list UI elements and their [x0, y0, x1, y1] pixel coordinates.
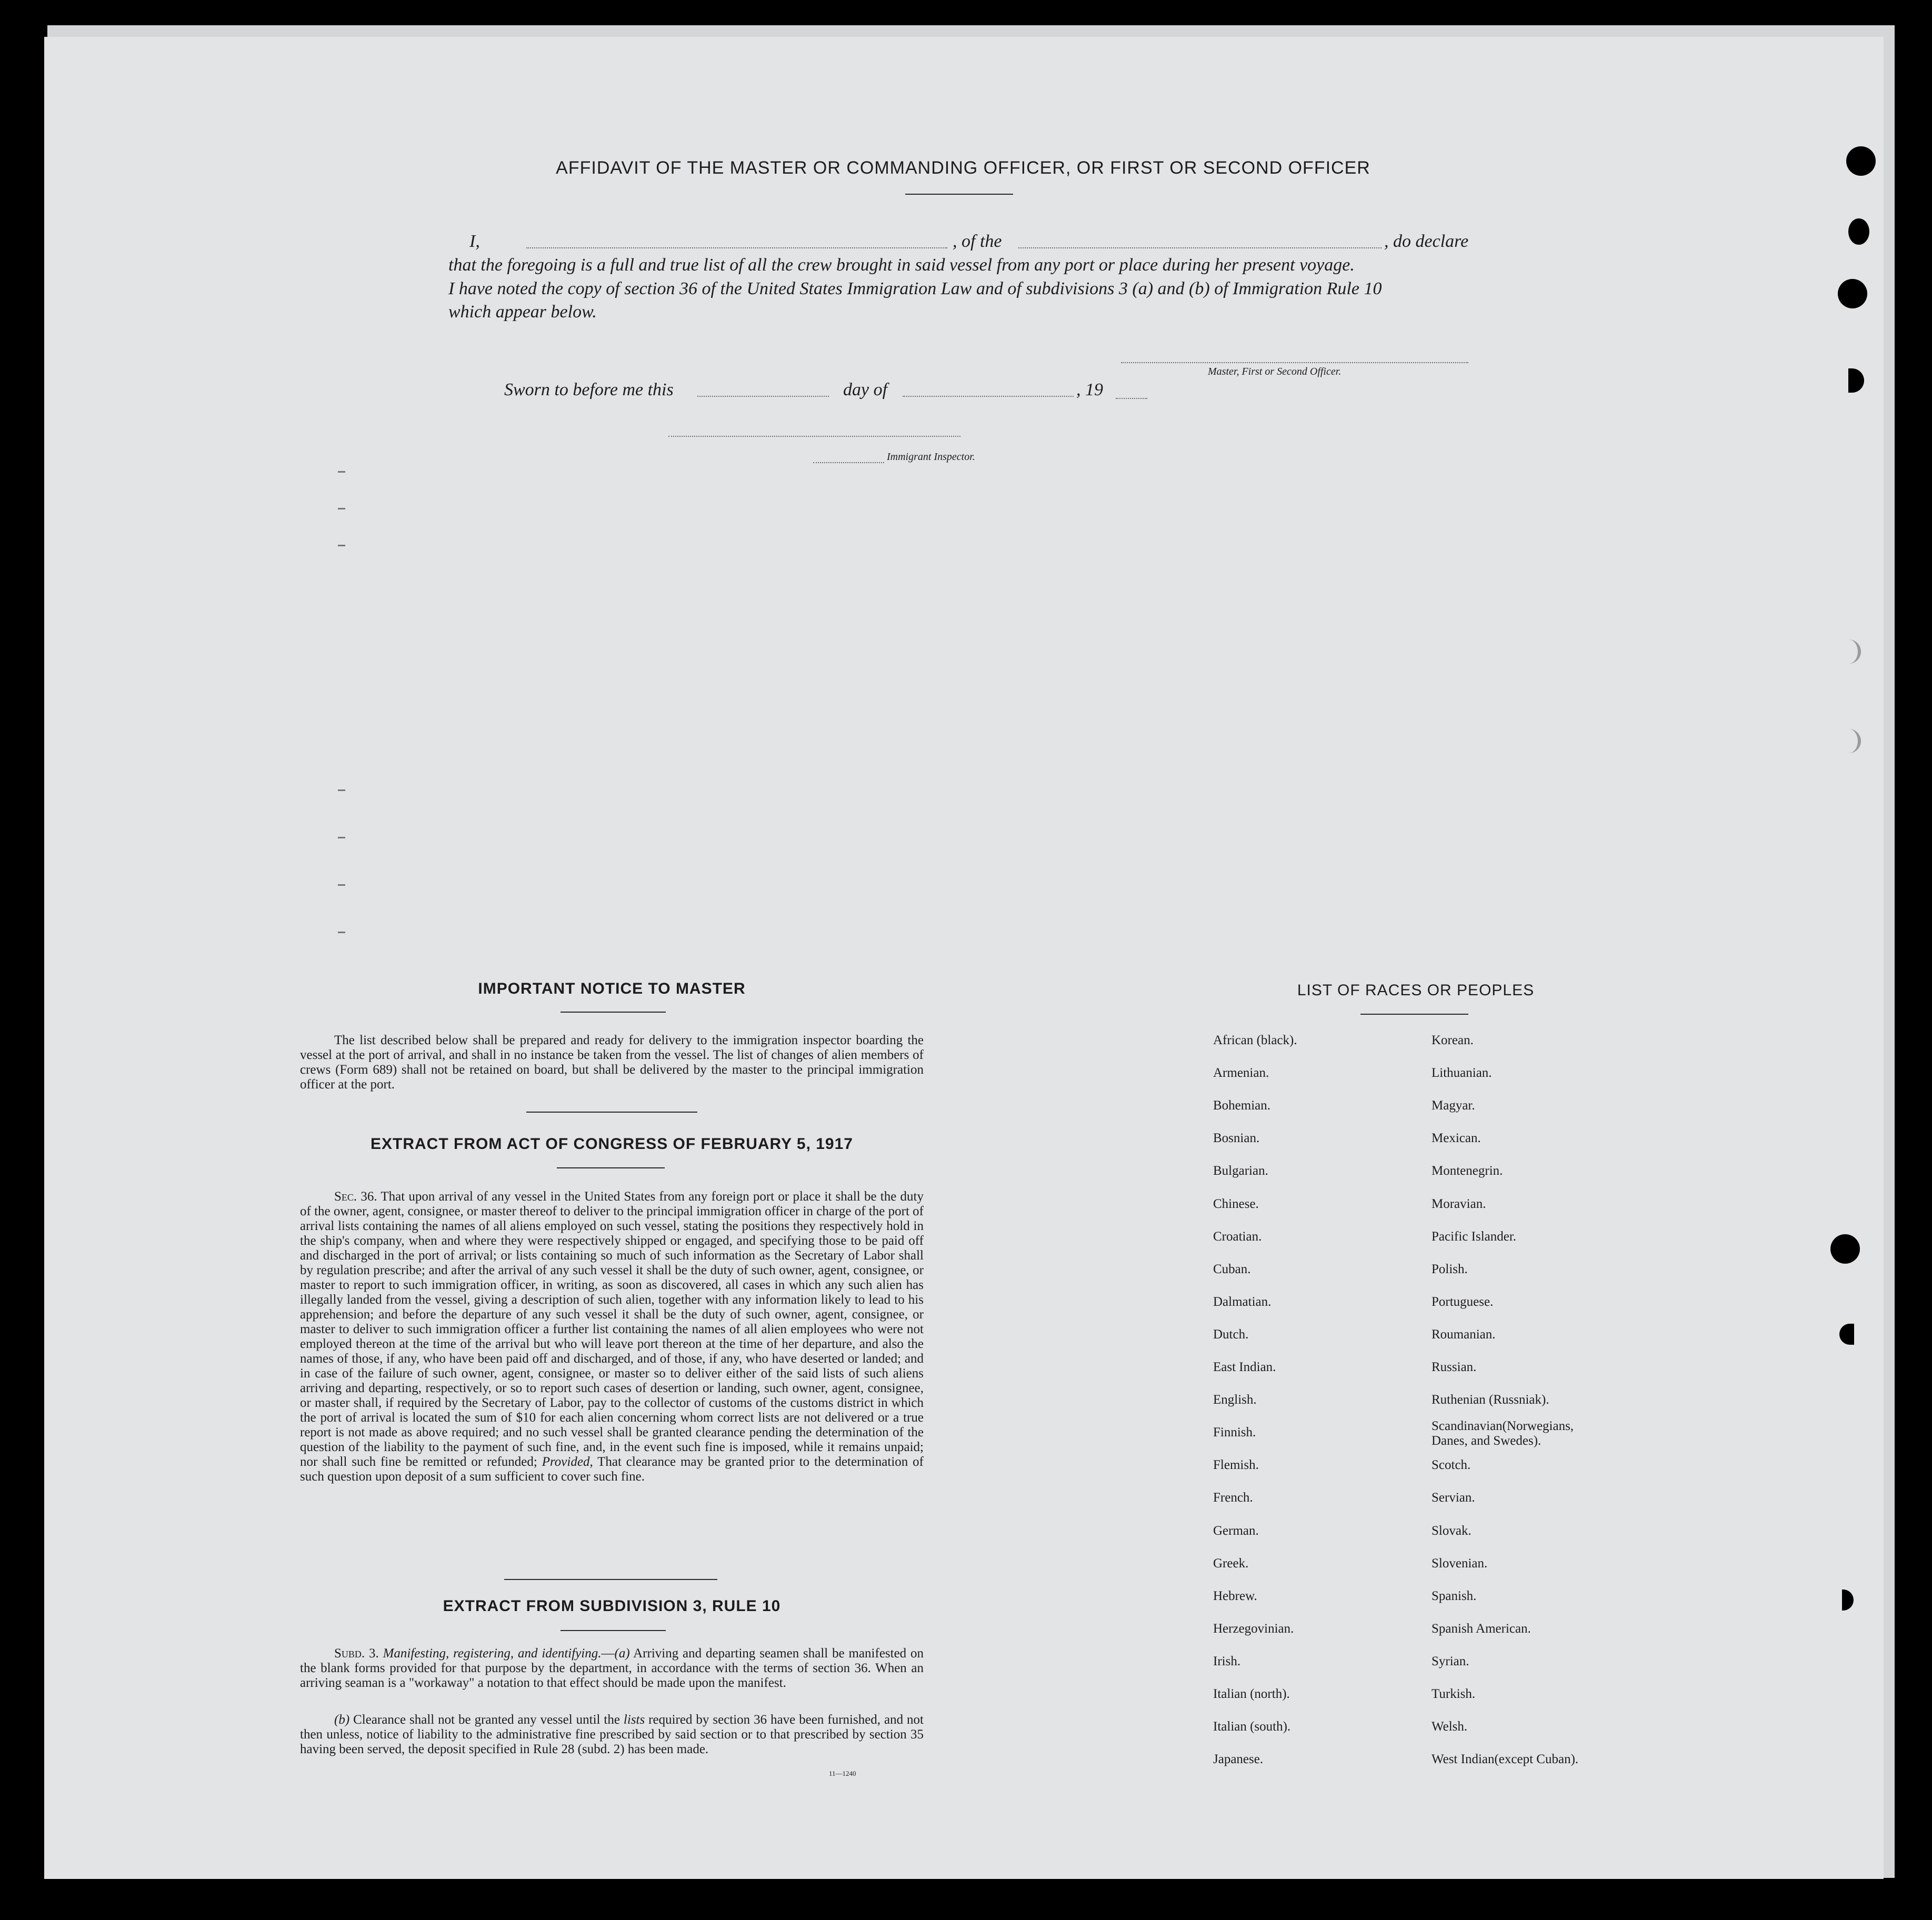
race-item: Bulgarian. [1213, 1164, 1268, 1178]
race-item: East Indian. [1213, 1360, 1276, 1374]
race-item: Servian. [1432, 1491, 1475, 1505]
margin-mark [338, 789, 345, 791]
affidavit-line4: which appear below. [448, 302, 597, 322]
officer-signature-caption: Master, First or Second Officer. [1208, 366, 1342, 377]
race-item: Mexican. [1432, 1131, 1481, 1146]
race-item: Magyar. [1432, 1098, 1475, 1113]
race-item: Croatian. [1213, 1229, 1262, 1244]
rule-extract-title: EXTRACT FROM SUBDIVISION 3, RULE 10 [443, 1597, 781, 1615]
notice-paragraph: The list described below shall be prepared and ready for delivery to the immigration inspector boarding the vessel at the port of arrival, and shall in no instance be taken from the vessel. The list of changes of alien members of crews (Form 689) shall not be retained on board, but shall be delivered by the master to the principal immigration officer at the port. [300, 1033, 924, 1092]
year-prefix: , 19 [1076, 380, 1103, 399]
margin-mark [338, 932, 345, 933]
race-item: Polish. [1432, 1262, 1468, 1276]
act-end-text: That clearance may be granted prior to the determination of such question upon deposit of a sum sufficient to cover such fine. [300, 1455, 924, 1484]
para-a-text: Arriving and departing seamen shall be manifested on the blank forms provided for that purpose by the department, in accordance with the terms of section 36. When an arriving seaman is a "workaway" a notation to that effect should be made upon the manifest. [300, 1646, 924, 1690]
race-item: French. [1213, 1491, 1253, 1505]
vessel-blank[interactable] [1018, 247, 1382, 248]
race-item: Herzegovinian. [1213, 1621, 1294, 1636]
race-item: Slovak. [1432, 1523, 1471, 1538]
race-item: Armenian. [1213, 1066, 1269, 1081]
affidavit-title: AFFIDAVIT OF THE MASTER OR COMMANDING OFFICER, OR FIRST OR SECOND OFFICER [556, 158, 1370, 178]
race-item: Lithuanian. [1432, 1066, 1492, 1081]
race-item: Bosnian. [1213, 1131, 1260, 1146]
race-item: Hebrew. [1213, 1588, 1257, 1603]
affidavit-line2: that the foregoing is a full and true list of all the crew brought in said vessel from any port or place during her present voyage. [448, 255, 1355, 275]
race-item: Slovenian. [1432, 1556, 1488, 1571]
race-item: Dutch. [1213, 1327, 1249, 1342]
officer-signature-line[interactable] [1121, 362, 1468, 363]
race-item: Moravian. [1432, 1196, 1486, 1211]
race-item: African (black). [1213, 1033, 1297, 1047]
race-item: Spanish American. [1432, 1621, 1531, 1636]
day-of-text: day of [843, 380, 888, 399]
rule-extract-para-a: Subd. 3. Manifesting, registering, and identifying.—(a) Arriving and departing seamen shall be manifested on the blank forms provided for that purpose by the department, in accordance with the terms of section 36. When an arriving seaman is a "workaway" a notation to that effect should be made upon the manifest. [300, 1646, 924, 1690]
para-b-lists: lists [623, 1713, 645, 1727]
inspector-caption: Immigrant Inspector. [887, 451, 975, 463]
affidavit-line3: I have noted the copy of section 36 of the United States Immigration Law and of subdivisions 3 (a) and (b) of Immigration Rule 10 [448, 279, 1382, 298]
race-item: Turkish. [1432, 1687, 1476, 1701]
notice-underline [560, 1012, 666, 1013]
race-item: Ruthenian (Russniak). [1432, 1393, 1549, 1407]
margin-mark [338, 545, 345, 546]
race-item: Flemish. [1213, 1458, 1259, 1473]
form-code: 11—1240 [829, 1769, 856, 1777]
inspector-caption-leader [813, 462, 884, 463]
race-item: Finnish. [1213, 1425, 1256, 1440]
margin-mark [338, 837, 345, 838]
para-a-label: (a) [614, 1646, 630, 1661]
sworn-text: Sworn to before me this [504, 380, 674, 399]
race-item: Italian (south). [1213, 1719, 1291, 1734]
rule-extract-underline [560, 1630, 666, 1631]
inspector-signature-line[interactable] [668, 436, 960, 437]
race-item: Russian. [1432, 1360, 1477, 1374]
race-item: Chinese. [1213, 1196, 1259, 1211]
margin-mark [338, 508, 345, 509]
race-item: Japanese. [1213, 1752, 1264, 1767]
rule-extract-para-b [300, 1713, 924, 1757]
race-item: West Indian(except Cuban). [1432, 1752, 1579, 1767]
affidavit-of-the: , of the [953, 232, 1002, 251]
race-item: Greek. [1213, 1556, 1249, 1571]
notice-title: IMPORTANT NOTICE TO MASTER [478, 980, 746, 997]
race-item: Welsh. [1432, 1719, 1468, 1734]
subd-heading: Manifesting, registering, and identifying. [383, 1646, 602, 1661]
race-item: Italian (north). [1213, 1687, 1290, 1701]
race-item: Montenegrin. [1432, 1164, 1503, 1178]
race-right-continuation: Danes, and Swedes). [1432, 1434, 1541, 1448]
sworn-month-blank[interactable] [903, 396, 1074, 397]
sec-label: Sec. 36. [334, 1189, 377, 1204]
title-underline [905, 194, 1013, 195]
binder-hole [1848, 218, 1869, 245]
races-title: LIST OF RACES OR PEOPLES [1297, 982, 1535, 999]
para-b-text-1: Clearance shall not be granted any vessel until the [353, 1713, 620, 1727]
races-underline [1360, 1014, 1468, 1015]
subd-label: Subd. 3. [334, 1646, 379, 1661]
para-b-label: (b) [334, 1713, 350, 1727]
act-main-text: That upon arrival of any vessel in the United States from any foreign port or place it shall be the duty of the owner, agent, consignee, or master thereof to deliver to the principal immigration officer in charge of the port of arrival lists containing the names of all aliens employed on such vessel, stating the positions they respectively hold in the ship's company, when and where they were respectively shipped or engaged, and specifying those to be paid off and discharged in the port of arrival; or lists containing so much of such information as the Secretary of Labor shall by regulation prescribe; and after the arrival of any such vessel it shall be the duty of such owner, agent, consignee, or master to report to such immigration officer, in writing, as soon as discovered, all cases in which any such alien has illegally landed from the vessel, giving a description of such alien, together with any information likely to lead to his apprehension; and before the departure of any such vessel it shall be the duty of such owner, agent, consignee, or master to deliver to such immigration officer a further list containing the names of all alien employees who were not employed thereon at the time of the arrival but who will leave port thereon at the time of her departure, and also the names of those, if any, who have been paid off and discharged, and of those, if any, who have deserted or landed; and in case of the failure of such owner, agent, consignee, or master so to deliver either of the said lists of such aliens arriving and departing, respectively, or so to report such cases of desertion or landing, such owner, agent, consignee, or master shall, if required by the Secretary of Labor, pay to the collector of customs of the customs district in which the port of arrival is located the sum of $10 for each alien concerning whom correct lists are not delivered or a true report is not made as above required; and no such vessel shall be granted clearance pending the determination of the question of the liability to the payment of such fine, and, in the event such fine is imposed, while it remains unpaid; nor shall such fine be remitted or refunded; [300, 1189, 924, 1469]
affidavit-do-declare: , do declare [1384, 232, 1469, 251]
race-item: Bohemian. [1213, 1098, 1271, 1113]
race-item: Irish. [1213, 1654, 1241, 1668]
race-item: English. [1213, 1393, 1257, 1407]
binder-hole [1846, 146, 1876, 176]
race-item: Cuban. [1213, 1262, 1251, 1276]
binder-hole [1838, 279, 1867, 308]
para-b-text-2: required by section 36 have been furnished, and not then unless, notice of liability to the administrative fine prescribed by said section or to that prescribed by section 35 having been served, the deposit specified in Rule 28 (subd. 2) has been made. [300, 1713, 924, 1756]
margin-mark [338, 471, 345, 473]
race-item: Portuguese. [1432, 1294, 1494, 1309]
name-blank[interactable] [526, 247, 947, 248]
sworn-day-blank[interactable] [697, 396, 829, 397]
race-item: Roumanian. [1432, 1327, 1496, 1342]
binder-hole [1830, 1234, 1860, 1264]
sworn-year-blank[interactable] [1116, 398, 1147, 399]
affidavit-line1-i: I, [469, 232, 480, 251]
margin-mark [338, 884, 345, 886]
race-item: German. [1213, 1523, 1259, 1538]
act-extract-divider [504, 1579, 717, 1580]
provided-word: Provided, [542, 1455, 593, 1469]
race-item: Scandinavian(Norwegians, [1432, 1419, 1574, 1434]
act-extract-title: EXTRACT FROM ACT OF CONGRESS OF FEBRUARY 5, 1917 [371, 1135, 853, 1153]
act-extract-underline [557, 1167, 665, 1168]
race-item: Scotch. [1432, 1458, 1471, 1473]
race-item: Spanish. [1432, 1588, 1477, 1603]
race-item: Dalmatian. [1213, 1294, 1272, 1309]
race-item: Pacific Islander. [1432, 1229, 1517, 1244]
notice-divider [526, 1112, 697, 1113]
race-item: Syrian. [1432, 1654, 1469, 1668]
act-extract-paragraph [300, 1189, 924, 1484]
race-item: Korean. [1432, 1033, 1474, 1047]
